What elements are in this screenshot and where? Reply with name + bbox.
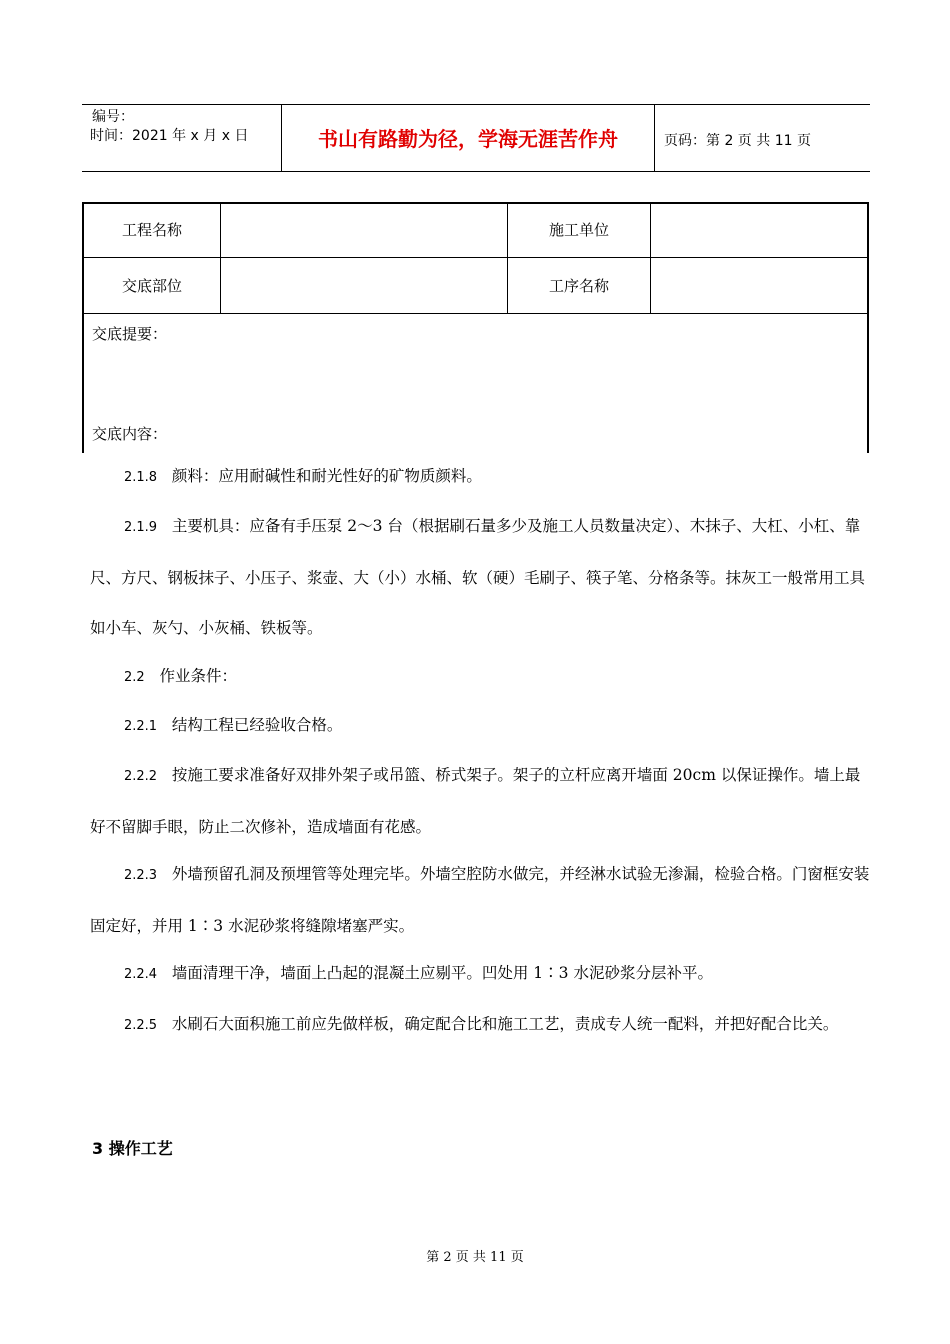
summary-label: 交底提要： [92,325,168,343]
clause-text: 水刷石大面积施工前应先做样板，确定配合比和施工工艺，责成专人统一配料，并把好配合比关。 [171,1015,839,1033]
table-right-border [867,202,869,453]
paragraph [90,700,870,752]
content-label: 交底内容： [92,425,168,443]
page-footer: 第 2 页 共 11 页 [426,1250,524,1265]
clause-number: 2.2.3 [124,868,158,883]
clause-number: 2.2.5 [124,1018,158,1033]
paragraph [90,999,870,1051]
process-name-label: 工序名称 [548,277,609,295]
clause-text: 作业条件： [159,667,237,685]
clause-text: 按施工要求准备好双排外架子或吊篮、桥式架子。架子的立杆应离开墙面 20cm 以保证操作。墙上最好不留脚手眼，防止二次修补，造成墙面有花感。 [90,766,861,836]
project-name-label: 工程名称 [121,221,182,239]
clause-text: 外墙预留孔洞及预埋管等处理完毕。外墙空腔防水做完，并经淋水试验无渗漏，检验合格。门窗框安装固定好，并用 1∶3 水泥砂浆将缝隙堵塞严实。 [90,865,870,935]
header-divider [654,104,655,172]
construction-unit-label: 施工单位 [548,221,609,239]
clause-number: 2.2.1 [124,719,158,734]
paragraph [90,750,870,852]
clause-text: 墙面清理干净，墙面上凸起的混凝土应剔平。凹处用 1∶3 水泥砂浆分层补平。 [171,964,713,982]
document-time-label: 时间：2021 年 x 月 x 日 [90,128,249,144]
clause-number: 2.2 [124,670,145,685]
clause-number: 2.1.9 [124,520,158,535]
header-motto: 书山有路勤为径，学海无涯苦作舟 [318,127,618,151]
clause-number: 2.2.4 [124,967,158,982]
section-heading: 3 操作工艺 [92,1139,173,1158]
paragraph [90,849,870,951]
paragraph [90,651,870,703]
construction-unit-value [651,204,867,257]
clause-number: 2.1.8 [124,470,158,485]
disclosure-part-value [221,258,507,313]
table-column-border [507,202,508,314]
paragraph [90,451,870,503]
paragraph [90,948,870,1000]
document-number-label: 编号： [92,109,134,125]
project-name-value [221,204,507,257]
clause-text: 结构工程已经验收合格。 [171,716,343,734]
clause-text: 主要机具：应备有手压泵 2～3 台（根据刷石量多少及施工人员数量决定）、木抹子、大杠、小杠、靠尺、方尺、钢板抹子、小压子、浆壶、大（小）水桶、软（硬）毛刷子、筷子笔、分格条等。抹灰工一般常用工具如小车、灰勺、小灰桶、铁板等。 [90,517,866,637]
header-bottom-rule [82,171,870,172]
process-name-value [651,258,867,313]
clause-text: 颜料：应用耐碱性和耐光性好的矿物质颜料。 [171,467,482,485]
clause-number: 2.2.2 [124,769,158,784]
disclosure-part-label: 交底部位 [121,277,182,295]
table-row-border [82,313,869,314]
paragraph [90,501,870,653]
header-page-info: 页码：第 2 页 共 11 页 [664,133,811,149]
header-top-rule [82,104,870,105]
